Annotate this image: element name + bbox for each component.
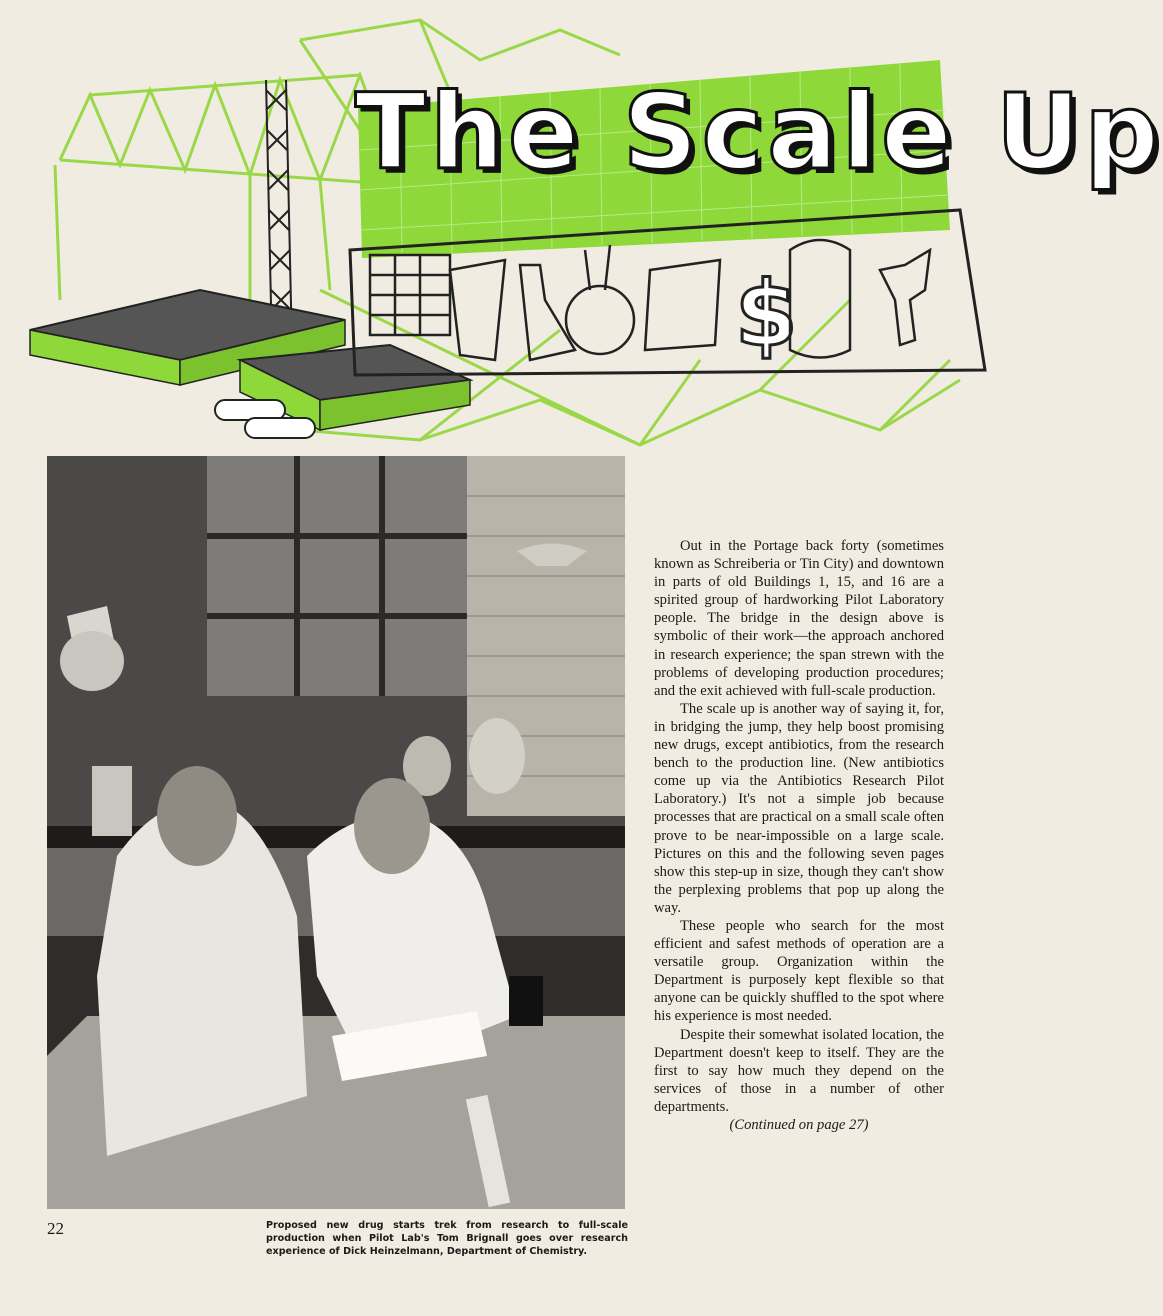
- article-body: [654, 537, 944, 1134]
- page-number: 22: [47, 1219, 64, 1238]
- article-paragraph: These people who search for the most efficient and safest methods of operation are a versatile group. Organization within the Department is purposely kept flexible so that anyone can be quickly shuffled to the spot where his experience is most needed.: [654, 917, 944, 1025]
- svg-text:$: $: [735, 262, 798, 367]
- lab-photo: [47, 456, 625, 1209]
- article-paragraph: The scale up is another way of saying it, for, in bridging the jump, they help boost promising new drugs, except antibiotics, from the research bench to the production line. (New antibiotics come up via the Antibiotics Research Pilot Laboratory.) It's not a simple job because processes that are practical on a small scale often prove to be near-impossible on a large scale. Pictures on this and the following seven pages show this step-up in size, though they can't show the perplexing problems that pop up along the way.: [654, 700, 944, 916]
- photo-caption: Proposed new drug starts trek from research to full-scale production when Pilot Lab's Tom Brignall goes over research experience of Dick Heinzelmann, Department of Chemistry.: [266, 1220, 628, 1257]
- article-paragraph: Despite their somewhat isolated location, the Department doesn't keep to itself. They are the first to say how much they depend on the services of those in a number of other departments.: [654, 1026, 944, 1115]
- article-paragraph: Out in the Portage back forty (sometimes known as Schreiberia or Tin City) and downtown in parts of old Buildings 1, 15, and 16 are a spirited group of hardworking Pilot Laboratory people. The bridge in the design above is symbolic of their work—the approach anchored in research experience; the span strewn with the problems of developing production procedures; and the exit achieved with full-scale production.: [654, 538, 944, 699]
- continued-note: (Continued on page 27): [729, 1117, 869, 1133]
- page-title: The Scale Up: [355, 71, 1163, 193]
